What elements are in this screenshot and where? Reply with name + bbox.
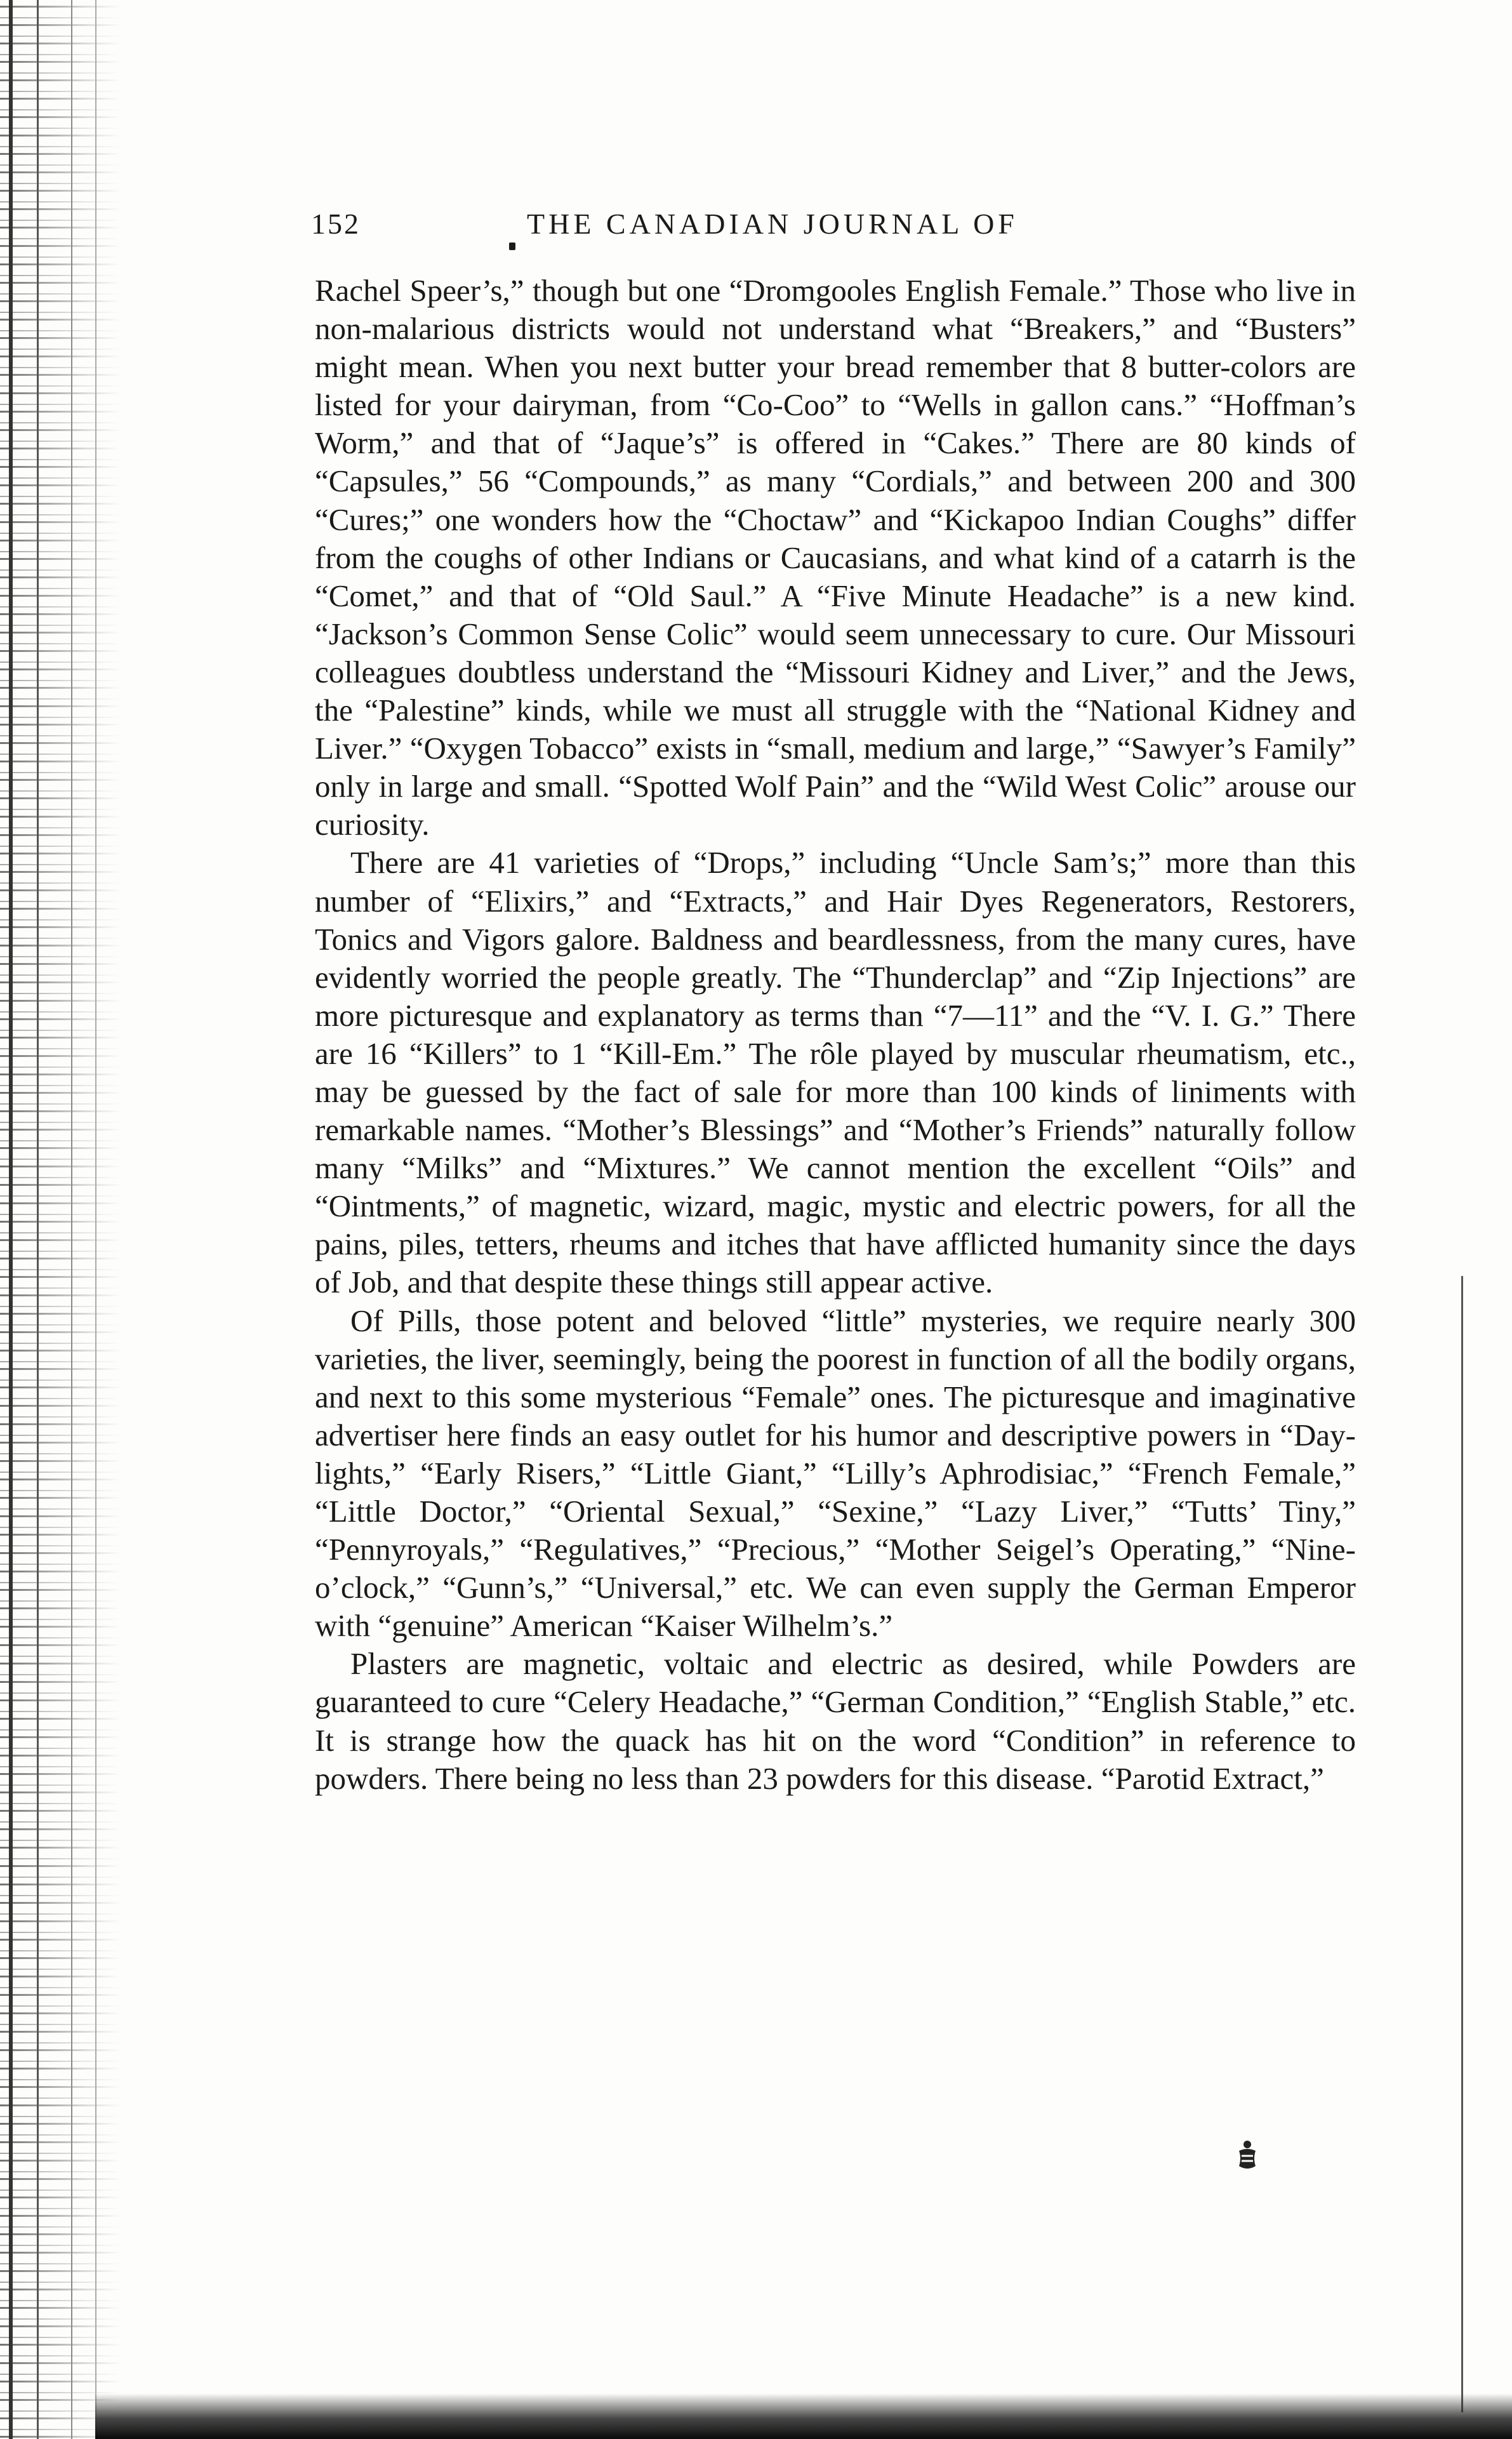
paragraph: Rachel Speer’s,” though but one “Dromgooles English Female.” Those who live in non-malarious districts would not understand what “Breakers,” and “Busters” might mean. When you next butter your bread remember that 8 butter-colors are listed for your dairyman, from “Co-Coo” to “Wells in gallon cans.” “Hoffman’s Worm,” and that of “Jaque’s” is offered in “Cakes.” There are 80 kinds of “Capsules,” 56 “Compounds,” as many “Cordials,” and between 200 and 300 “Cures;” one wonders how the “Choctaw” and “Kickapoo Indian Coughs” differ from the coughs of other Indians or Caucasians, and what kind of a catarrh is the “Comet,” and that of “Old Saul.” A “Five Minute Headache” is a new kind. “Jackson’s Common Sense Colic” would seem unnecessary to cure. Our Missouri colleagues doubtless understand the “Missouri Kidney and Liver,” and the Jews, the “Palestine” kinds, while we must all struggle with the “National Kidney and Liver.” “Oxygen Tobacco” exists in “small, medium and large,” “Sawyer’s Family” only in large and small. “Spotted Wolf Pain” and the “Wild West Colic” arouse our curiosity.: [315, 273, 1356, 842]
paragraph: Of Pills, those potent and beloved “little” mysteries, we require nearly 300 varieties, the liver, seemingly, being the poorest in function of all the bodily organs, and next to this some mysterious “Female” ones. The picturesque and imaginative advertiser here finds an easy outlet for his humor and descriptive powers in “Day-lights,” “Early Risers,” “Little Giant,” “Lilly’s Aphrodisiac,” “French Female,” “Little Doctor,” “Oriental Sexual,” “Sexine,” “Lazy Liver,” “Tutts’ Tiny,” “Pennyroyals,” “Regulatives,” “Precious,” “Mother Seigel’s Operating,” “Nine-o’clock,” “Gunn’s,” “Universal,” etc. We can even supply the German Emperor with “genuine” American “Kaiser Wilhelm’s.”: [315, 1303, 1356, 1644]
page-number: 152: [311, 208, 361, 240]
scan-edge-rule: [1461, 1276, 1463, 2412]
binding-line: [71, 0, 72, 2439]
binding-line: [37, 0, 39, 2439]
print-mark: [509, 243, 515, 250]
binding-edge: [0, 0, 121, 2439]
running-title: THE CANADIAN JOURNAL OF: [527, 208, 1018, 240]
paragraph: Plasters are magnetic, voltaic and electric as desired, while Powders are guaranteed to cure “Celery Headache,” “German Condition,” “English Stable,” etc. It is strange how the quack has hit on the word “Condition” in reference to powders. There being no less than 23 powders for this disease. “Parotid Extract,”: [315, 1646, 1356, 1796]
binding-line: [95, 0, 96, 2439]
paragraph: There are 41 varieties of “Drops,” including “Uncle Sam’s;” more than this number of “Elixirs,” and “Extracts,” and Hair Dyes Regenerators, Restorers, Tonics and Vigors galore. Baldness and beardlessness, from the many cures, have evidently worried the people greatly. The “Thunderclap” and “Zip Injections” are more picturesque and explanatory as terms than “7—11” and the “V. I. G.” There are 16 “Killers” to 1 “Kill-Em.” The rôle played by muscular rheumatism, etc., may be guessed by the fact of sale for more than 100 kinds of liniments with remarkable names. “Mother’s Blessings” and “Mother’s Friends” naturally follow many “Milks” and “Mixtures.” We cannot mention the excellent “Oils” and “Ointments,” of magnetic, wizard, magic, mystic and electric powers, for all the pains, piles, tetters, rheums and itches that have afflicted humanity since the days of Job, and that despite these things still appear active.: [315, 845, 1356, 1300]
binding-line: [9, 0, 13, 2439]
body-text: [315, 272, 1356, 1798]
scan-bottom-shadow: [95, 2393, 1512, 2439]
page-header: [311, 207, 1365, 251]
ornament-icon: [1234, 2139, 1261, 2172]
